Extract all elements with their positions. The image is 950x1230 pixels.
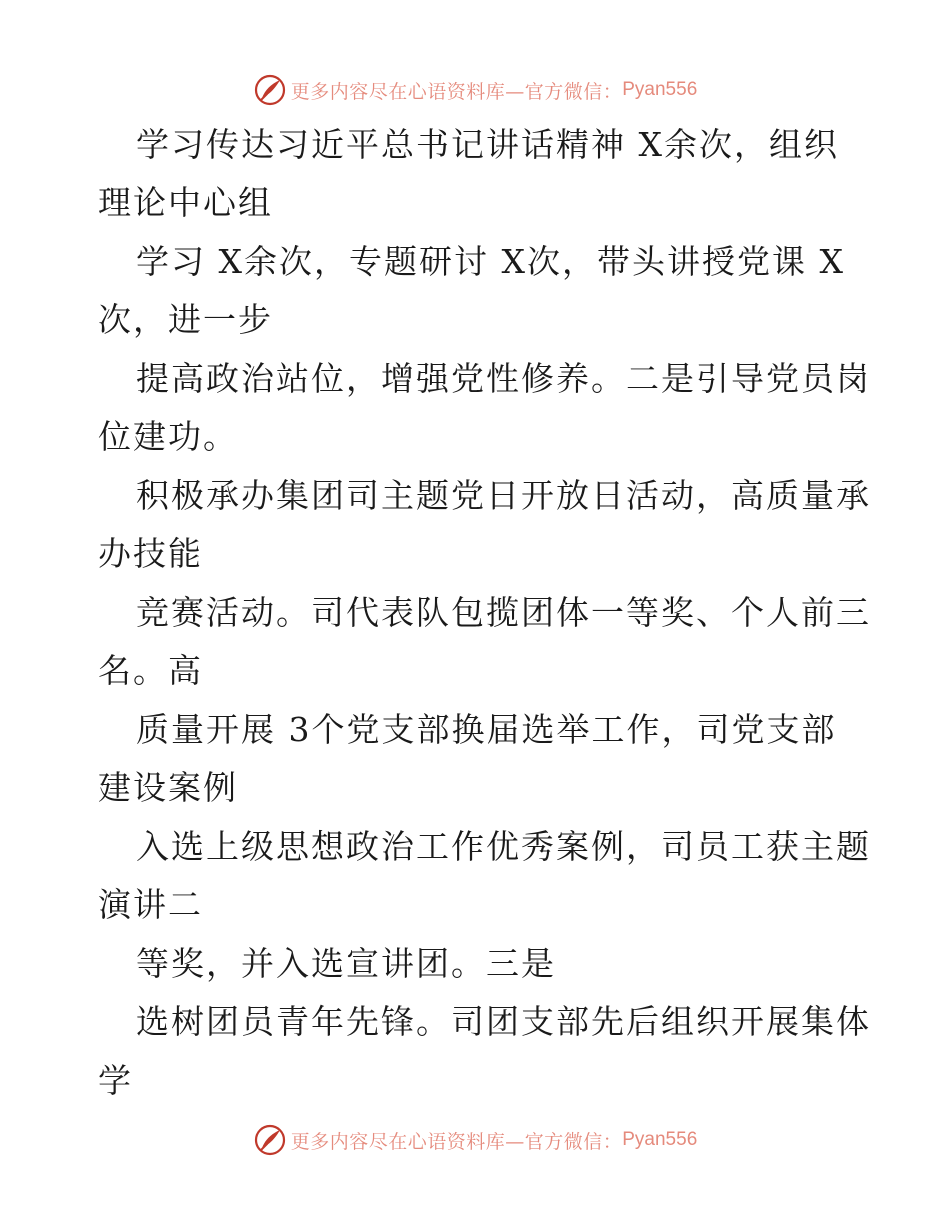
body-line: 位建功。 bbox=[98, 417, 238, 456]
footer-banner bbox=[0, 1120, 950, 1160]
header-banner bbox=[0, 70, 950, 110]
body-line: 等奖，并入选宣讲团。三是 bbox=[136, 944, 556, 983]
body-line: 选树团员青年先锋。司团支部先后组织开展集体 bbox=[136, 1002, 871, 1041]
body-line: 建设案例 bbox=[98, 768, 238, 807]
feather-pen-logo-icon bbox=[253, 1123, 287, 1157]
body-line: 学 bbox=[98, 1061, 133, 1100]
banner-wechat-id: Pyan556 bbox=[622, 1129, 698, 1150]
feather-pen-logo-icon bbox=[253, 73, 287, 107]
banner-text: 更多内容尽在心语资料库—官方微信： bbox=[290, 80, 623, 103]
banner-wechat-id: Pyan556 bbox=[622, 79, 698, 100]
body-line: 提高政治站位，增强党性修养。二是引导党员岗 bbox=[136, 359, 871, 398]
body-line: 名。高 bbox=[98, 651, 203, 690]
body-line: 质量开展 3个党支部换届选举工作，司党支部 bbox=[136, 710, 837, 749]
body-line: 入选上级思想政治工作优秀案例，司员工获主题 bbox=[136, 827, 871, 866]
body-line: 理论中心组 bbox=[98, 183, 273, 222]
body-line: 次，进一步 bbox=[98, 300, 273, 339]
body-line: 演讲二 bbox=[98, 885, 203, 924]
banner-text: 更多内容尽在心语资料库—官方微信： bbox=[290, 1130, 623, 1153]
body-line: 学习 X余次，专题研讨 X次，带头讲授党课 X bbox=[136, 242, 845, 281]
body-line: 积极承办集团司主题党日开放日活动，高质量承 bbox=[136, 476, 871, 515]
body-line: 办技能 bbox=[98, 534, 203, 573]
body-line: 竞赛活动。司代表队包揽团体一等奖、个人前三 bbox=[136, 593, 871, 632]
body-line: 学习传达习近平总书记讲话精神 X余次，组织 bbox=[136, 125, 839, 164]
